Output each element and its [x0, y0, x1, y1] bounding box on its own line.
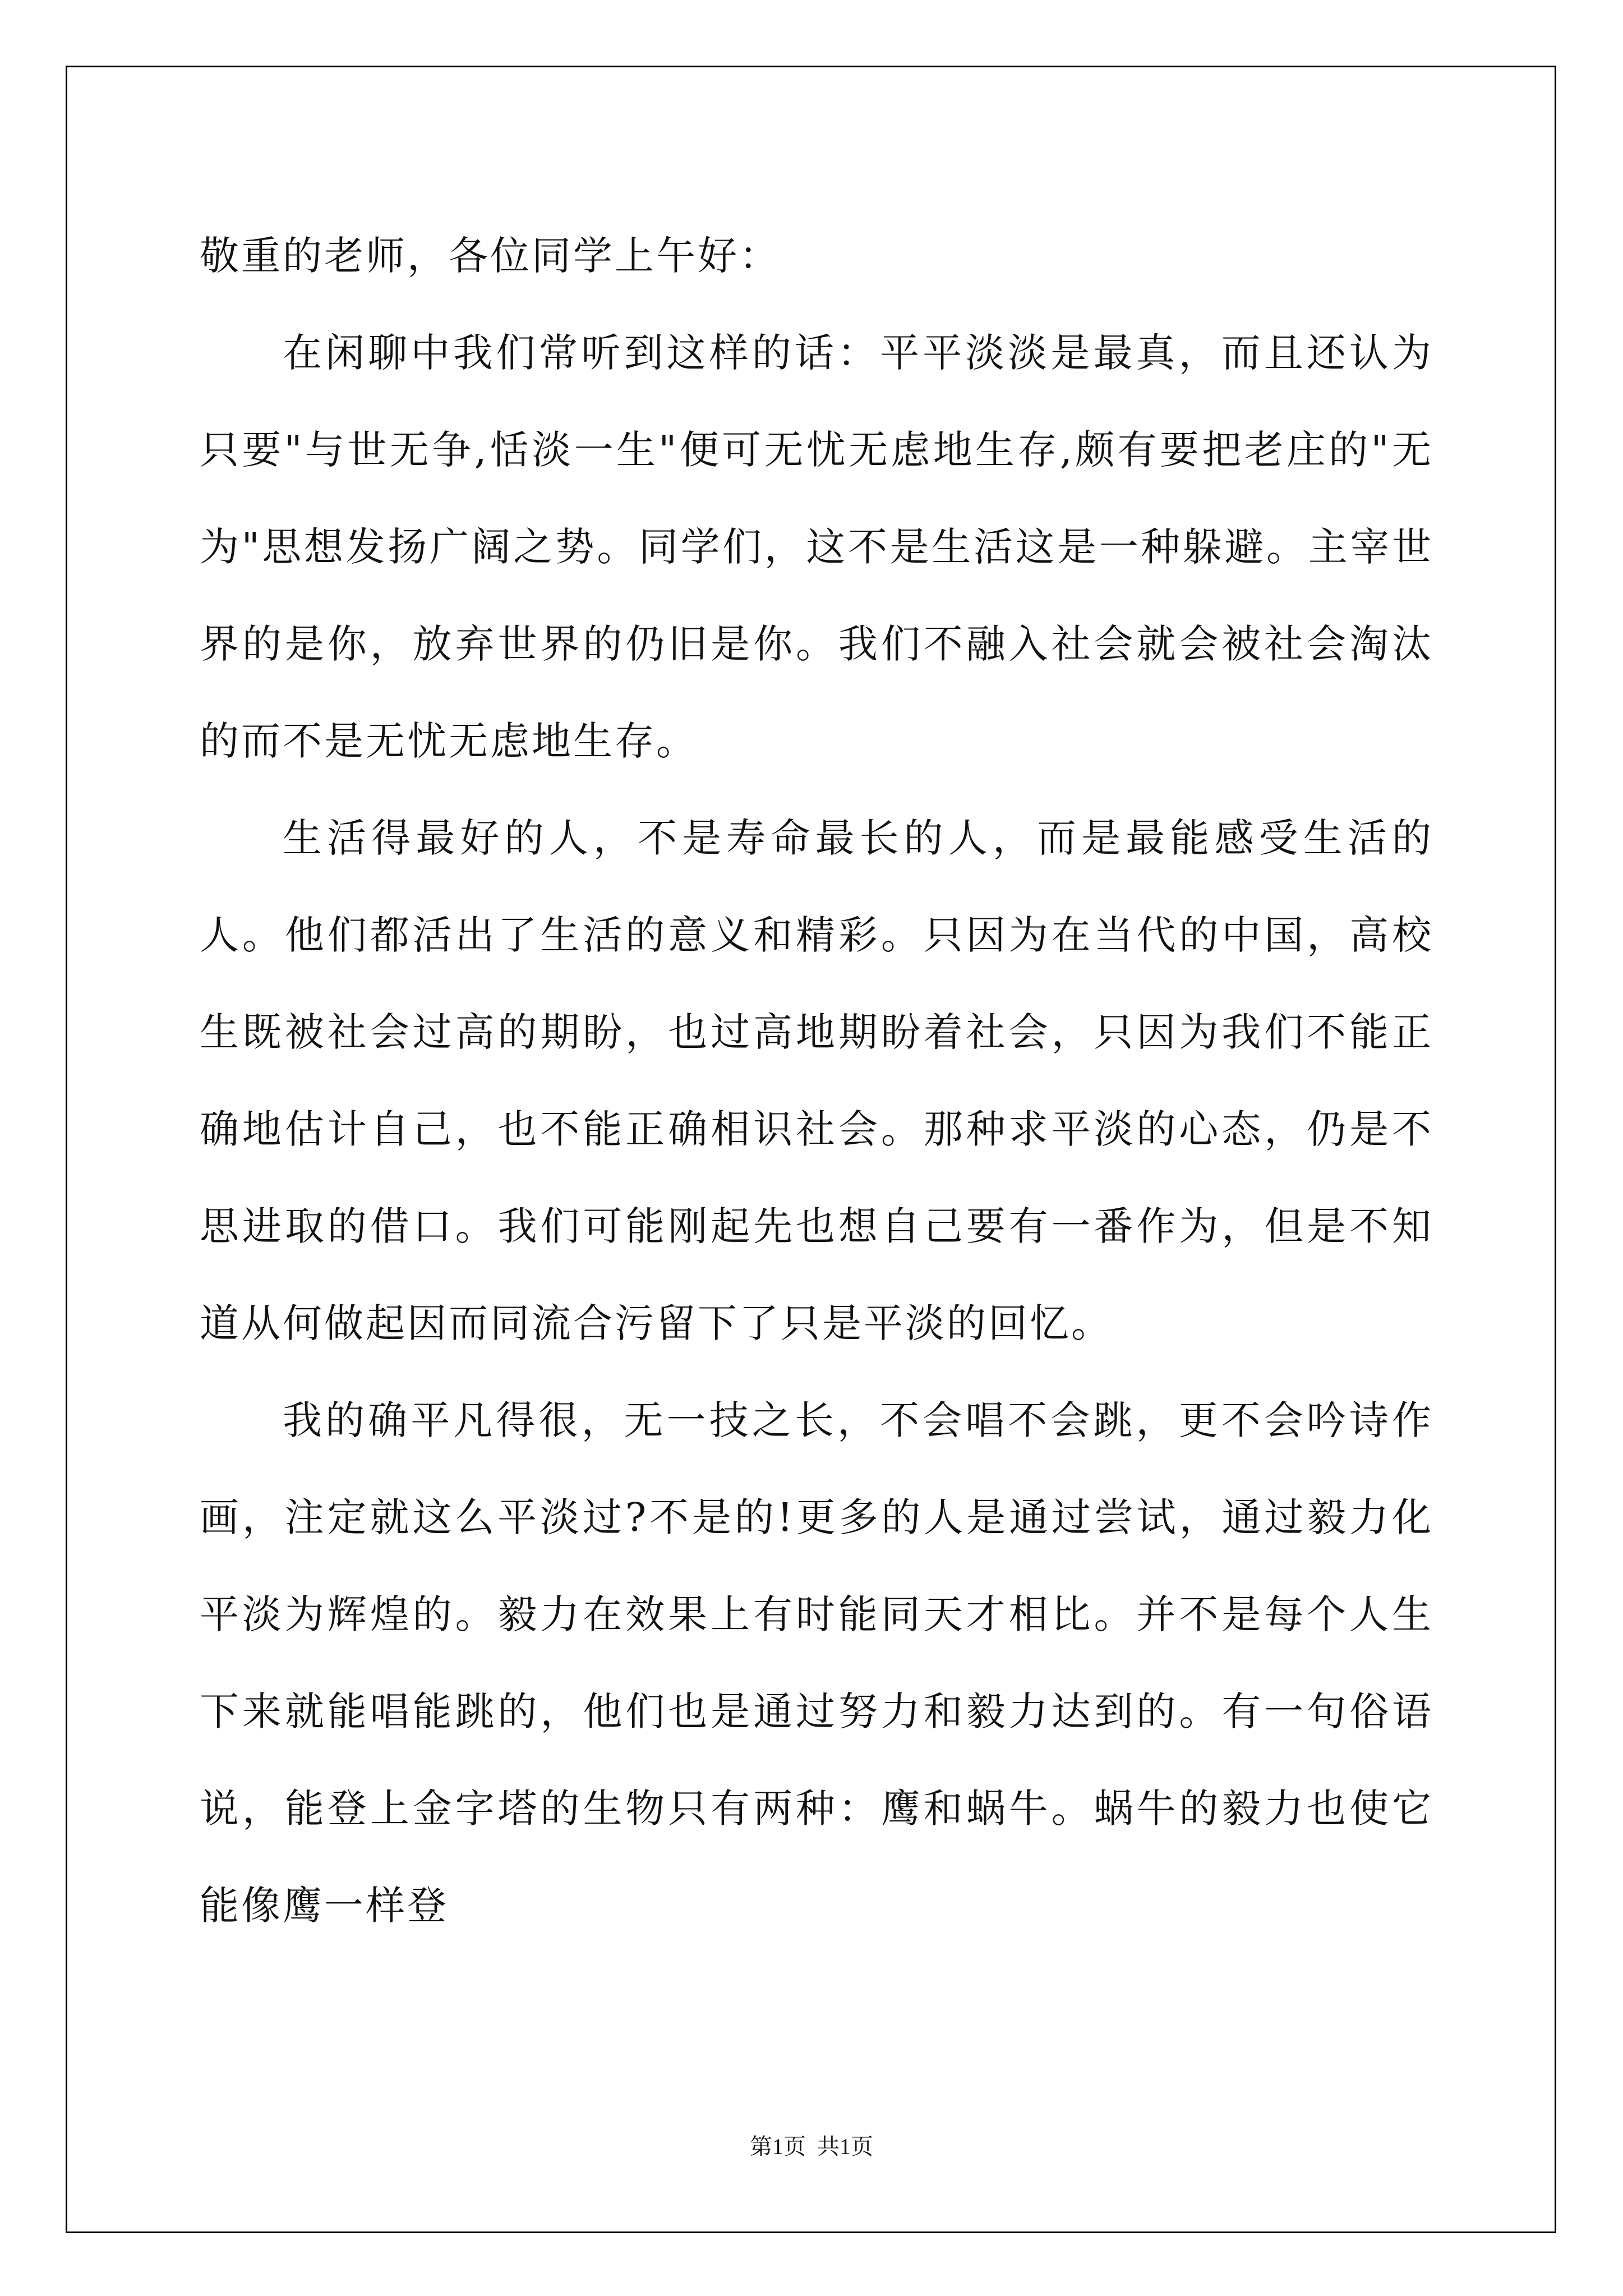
page-number-footer: 第1页 共1页	[750, 2134, 873, 2159]
greeting-line: 敬重的老师，各位同学上午好：	[200, 233, 781, 279]
document-body	[200, 208, 1433, 1954]
paragraph-1: 在闲聊中我们常听到这样的话：平平淡淡是最真，而且还认为只要"与世无争,恬淡一生"便可无忧无虑地生存,颇有要把老庄的"无为"思想发扬广阔之势。同学们，这不是生活这是一种躲避。主宰世界的是你，放弃世界的仍旧是你。我们不融入社会就会被社会淘汰的而不是无忧无虑地生存。	[200, 330, 1433, 764]
paragraph-3: 我的确平凡得很，无一技之长，不会唱不会跳，更不会吟诗作画，注定就这么平淡过?不是的!更多的人是通过尝试，通过毅力化平淡为辉煌的。毅力在效果上有时能同天才相比。并不是每个人生下来就能唱能跳的，他们也是通过努力和毅力达到的。有一句俗语说，能登上金字塔的生物只有两种：鹰和蜗牛。蜗牛的毅力也使它能像鹰一样登	[200, 1397, 1433, 1929]
paragraph-2: 生活得最好的人，不是寿命最长的人，而是最能感受生活的人。他们都活出了生活的意义和精彩。只因为在当代的中国，高校生既被社会过高的期盼，也过高地期盼着社会，只因为我们不能正确地估计自己，也不能正确相识社会。那种求平淡的心态，仍是不思进取的借口。我们可能刚起先也想自己要有一番作为，但是不知道从何做起因而同流合污留下了只是平淡的回忆。	[200, 815, 1433, 1346]
